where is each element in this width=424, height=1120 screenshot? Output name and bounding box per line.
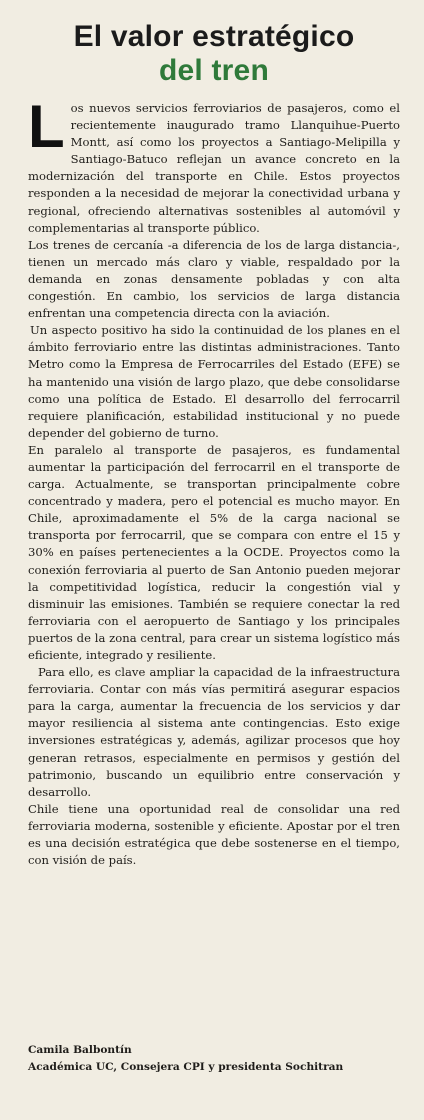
paragraph-4: En paralelo al transporte de pasajeros, es fundamental aumentar la participación del ferrocarril en el transporte de carga. Actualmente, se transportan principalmente cobre concentrado y madera, pero el potencial es mucho mayor. En Chile, aproximadamente el 5% de la carga nacional se transporta por ferrocarril, que se compara con entre el 15 y 30% en países pertenecientes a la OCDE. Proyectos como la conexión ferroviaria al puerto de San Antonio pueden mejorar la competitividad logística, reducir la congestión vial y disminuir las emisiones. También se requiere conectar la red ferroviaria con el aeropuerto de Santiago y los principales puertos de la zona central, para crear un sistema logístico más eficiente, integrado y resiliente.	[28, 442, 400, 662]
drop-cap: L	[28, 93, 65, 160]
paragraph-3: Un aspecto positivo ha sido la continuidad de los planes en el ámbito ferroviario entre las distintas administraciones. Tanto Metro como la Empresa de Ferrocarriles del Estado (EFE) se ha mantenido una visión de largo plazo, que debe consolidarse como una política de Estado. El desarrollo del ferrocarril requiere planificación, estabilidad institucional y no puede depender del gobierno de turno.	[28, 323, 400, 440]
article	[28, 20, 400, 1106]
article-body	[28, 93, 400, 869]
author-name: Camila Balbontín	[28, 1044, 132, 1056]
author-role: Académica UC, Consejera CPI y presidenta Sochitran	[28, 1061, 344, 1073]
paragraph-5: Para ello, es clave ampliar la capacidad de la infraestructura ferroviaria. Contar con más vías permitirá asegurar espacios para la carga, aumentar la frecuencia de los servicios y dar mayor resiliencia al sistema ante contingencias. Esto exige inversiones estratégicas y, además, agilizar procesos que hoy generan retrasos, especialmente en permisos y gestión del patrimonio, buscando un equilibrio entre conservación y desarrollo.	[28, 665, 400, 799]
title-line-1: El valor estratégico	[73, 20, 355, 53]
paragraph-1	[28, 93, 400, 237]
title-line-2: del tren	[159, 54, 269, 87]
paragraph-2: Los trenes de cercanía -a diferencia de los de larga distancia-, tienen un mercado más claro y viable, respaldado por la demanda en zonas densamente pobladas y con alta congestión. En cambio, los servicios de larga distancia enfrentan una competencia directa con la aviación.	[28, 237, 400, 321]
byline	[28, 1042, 400, 1076]
paragraph-1-text: os nuevos servicios ferroviarios de pasajeros, como el recientemente inaugurado tramo Llanquihue-Puerto Montt, así como los proyectos a Santiago-Melipilla y Santiago-Batuco reflejan un avance concreto en la modernización del transporte en Chile. Estos proyectos responden a la necesidad de mejorar la conectividad urbana y regional, ofreciendo alternativas sostenibles al automóvil y complementarias al transporte público.	[28, 101, 400, 235]
paragraph-6: Chile tiene una oportunidad real de consolidar una red ferroviaria moderna, sostenible y eficiente. Apostar por el tren es una decisión estratégica que debe sostenerse en el tiempo, con visión de país.	[28, 801, 400, 868]
article-title	[28, 20, 400, 88]
